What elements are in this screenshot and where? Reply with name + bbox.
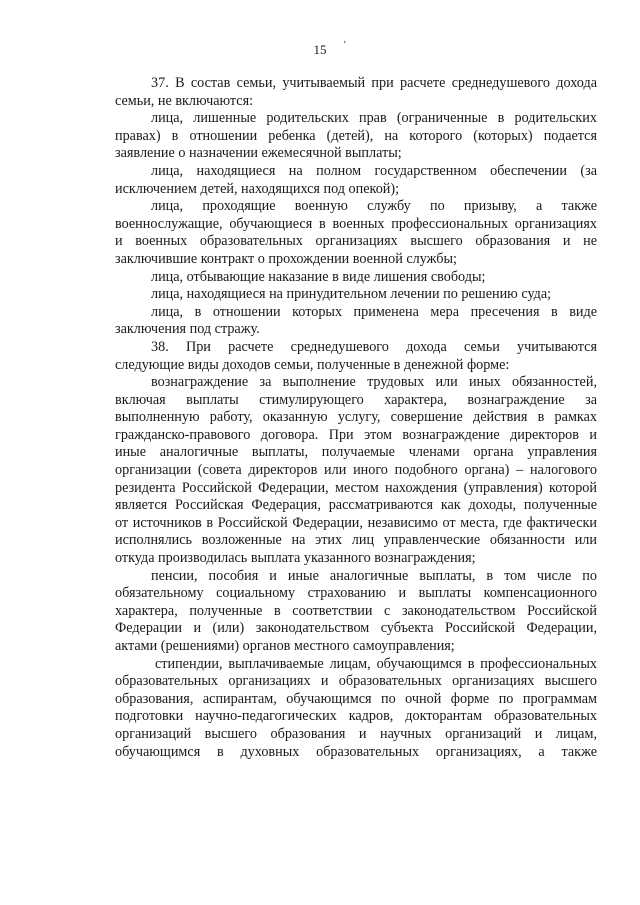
text-line: гражданско-правового договора. При этом вознаграждение директоров и	[115, 426, 597, 443]
text-line: лица, находящиеся на принудительном лечении по решению суда;	[151, 286, 552, 303]
text-line: обязательному социальному страхованию и выплаты компенсационного	[115, 585, 597, 602]
text-line: лица, отбывающие наказание в виде лишения свободы;	[151, 268, 486, 285]
text-line: обучающимся в духовных образовательных организациях, а также	[115, 743, 597, 760]
text-line: лица, проходящие военную службу по призыву, а также	[151, 198, 597, 215]
text-line: актами (решениями) органов местного самоуправления;	[115, 638, 455, 654]
text-line: и военных образовательных организациях высшего образования и не	[115, 233, 597, 250]
text-line: семьи, не включаются:	[115, 92, 254, 109]
text-line: 37. В состав семьи, учитываемый при расчете среднедушевого дохода	[151, 75, 597, 91]
text-line: 38. При расчете среднедушевого дохода семьи учитываются	[151, 338, 597, 355]
text-line: пенсии, пособия и иные аналогичные выплаты, в том числе по	[151, 567, 597, 584]
text-line: является Российская Федерация, рассматриваются как доходы, полученные	[115, 497, 597, 514]
text-line: лица, находящиеся на полном государственном обеспечении (за	[151, 162, 597, 179]
text-line: организаций высшего образования и научных организаций и лицам,	[115, 725, 597, 742]
text-line: иные аналогичные выплаты, получаемые членами органа управления	[115, 444, 597, 461]
text-line: стипендии, выплачиваемые лицам, обучающимся в профессиональных	[155, 655, 597, 672]
text-line: откуда производилась выплата указанного вознаграждения;	[115, 550, 476, 567]
text-line: выполненную работу, оказанную услугу, совершение действия в рамках	[115, 409, 597, 426]
text-line: лица, в отношении которых применена мера пресечения в виде	[151, 303, 597, 320]
text-line: подготовки научно-педагогических кадров, докторантам образовательных	[115, 708, 597, 725]
text-line: резидента Российской Федерации, местом нахождения (управления) которой	[115, 479, 597, 496]
text-line: заключения под стражу.	[115, 321, 260, 338]
text-line: заявление о назначении ежемесячной выплаты;	[115, 145, 402, 162]
text-line: вознаграждение за выполнение трудовых или иных обязанностей,	[151, 374, 597, 391]
page-number: 15	[313, 42, 327, 57]
text-line: следующие виды доходов семьи, полученные в денежной форме:	[115, 356, 510, 373]
scan-mark: ʼ	[343, 40, 347, 51]
text-line: лица, лишенные родительских прав (ограниченные в родительских	[151, 110, 597, 127]
text-line: от источников в Российской Федерации, независимо от места, где фактически	[115, 514, 597, 531]
text-line: характера, полученные в соответствии с законодательством Российской	[115, 602, 597, 619]
document-body	[115, 75, 597, 761]
text-line: образования, аспирантам, обучающимся по очной форме по программам	[115, 690, 597, 707]
text-line: правах) в отношении ребенка (детей), на которого (которых) подается	[115, 127, 597, 144]
text-line: военнослужащие, обучающиеся в военных профессиональных организациях	[115, 215, 597, 232]
text-line: исполнялись возложенные на этих лиц управленческие обязанности или	[115, 532, 597, 549]
text-line: Федерации и (или) законодательством субъекта Российской Федерации,	[115, 620, 597, 637]
text-line: образовательных организациях и образовательных организациях высшего	[115, 673, 597, 690]
text-line: заключившие контракт о прохождении военной службы;	[115, 250, 457, 267]
text-line: организации (совета директоров или иного подобного органа) – налогового	[115, 462, 597, 479]
text-line: включая выплаты стимулирующего характера, вознаграждение за	[115, 391, 597, 408]
text-line: исключением детей, находящихся под опекой);	[115, 180, 400, 197]
